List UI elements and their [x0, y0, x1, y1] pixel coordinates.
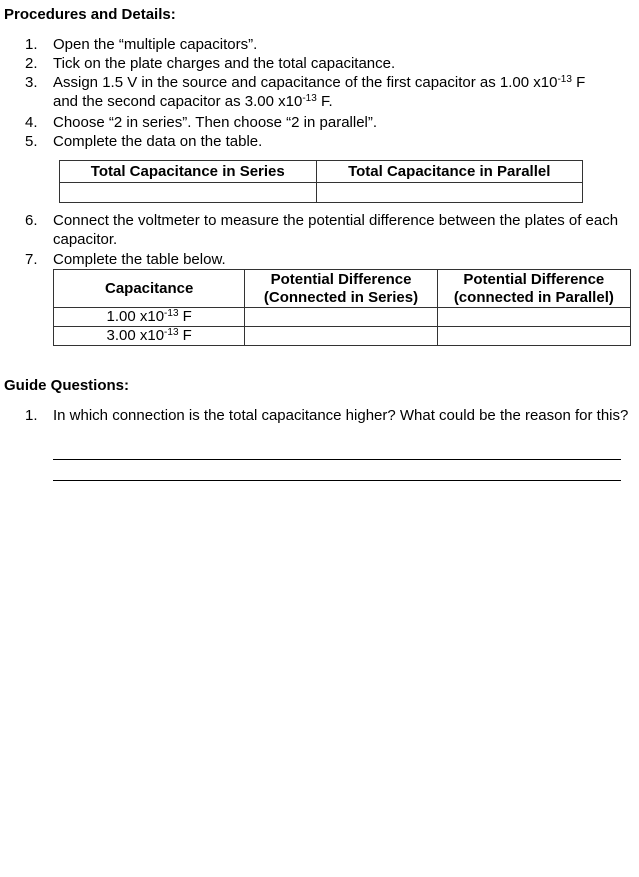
total-capacitance-table [59, 160, 583, 203]
header-line: (Connected in Series) [263, 288, 419, 306]
step-number: 1. [25, 36, 38, 53]
capacitance-base: 3.00 x10 [106, 327, 165, 344]
step-text-part: F [571, 74, 586, 91]
table-header-series: Total Capacitance in Series [60, 161, 317, 183]
answer-line[interactable] [53, 459, 621, 460]
question-text: In which connection is the total capacitance higher? What could be the reason for this? [53, 407, 629, 424]
procedures-heading: Procedures and Details: [4, 6, 176, 23]
step-number: 5. [25, 133, 38, 150]
step-number: 4. [25, 114, 38, 131]
step-text: Choose “2 in series”. Then choose “2 in parallel”. [53, 114, 378, 131]
procedure-step-3 [25, 73, 633, 111]
table-row [54, 308, 631, 327]
step-number: 6. [25, 212, 38, 229]
step-number: 3. [25, 74, 38, 91]
step-text-part: F. [316, 93, 333, 110]
parallel-total-cell[interactable] [316, 183, 583, 203]
answer-line[interactable] [53, 480, 621, 481]
procedure-step-6 [25, 211, 633, 249]
series-pd-cell[interactable] [245, 308, 437, 327]
step-text [53, 73, 633, 111]
question-number: 1. [25, 407, 38, 424]
step-number: 7. [25, 251, 38, 268]
step-text: Complete the data on the table. [53, 133, 263, 150]
exponent: -13 [302, 93, 317, 104]
step-text-part: and the second capacitor as 3.00 x10 [53, 93, 303, 110]
series-pd-cell[interactable] [245, 327, 437, 346]
capacitance-value-cell [54, 327, 245, 346]
series-total-cell[interactable] [60, 183, 317, 203]
table-header-parallel-pd [437, 270, 630, 308]
header-line: Potential Difference [463, 270, 605, 288]
guide-questions-heading: Guide Questions: [4, 377, 130, 394]
step-text: Tick on the plate charges and the total capacitance. [53, 55, 396, 72]
table-row [54, 327, 631, 346]
potential-difference-table [53, 269, 631, 346]
exponent: -13 [164, 308, 179, 319]
capacitance-unit: F [178, 327, 192, 344]
capacitance-base: 1.00 x10 [106, 308, 165, 325]
capacitance-value-cell [54, 308, 245, 327]
step-text: Open the “multiple capacitors”. [53, 36, 258, 53]
step-text-part: Assign 1.5 V in the source and capacitance of the first capacitor as 1.00 x10 [53, 74, 558, 91]
parallel-pd-cell[interactable] [437, 327, 630, 346]
table-header-series-pd [245, 270, 437, 308]
capacitance-unit: F [178, 308, 192, 325]
step-text: Complete the table below. [53, 251, 226, 268]
exponent: -13 [557, 74, 572, 85]
table-header-capacitance: Capacitance [54, 270, 245, 308]
table-header-parallel: Total Capacitance in Parallel [316, 161, 583, 183]
step-text: Connect the voltmeter to measure the potential difference between the plates of each capacitor. [53, 212, 619, 248]
header-line: (connected in Parallel) [453, 288, 614, 306]
header-line: Potential Difference [270, 270, 412, 288]
parallel-pd-cell[interactable] [437, 308, 630, 327]
step-number: 2. [25, 55, 38, 72]
exponent: -13 [164, 327, 179, 338]
guide-question-1 [25, 406, 633, 444]
